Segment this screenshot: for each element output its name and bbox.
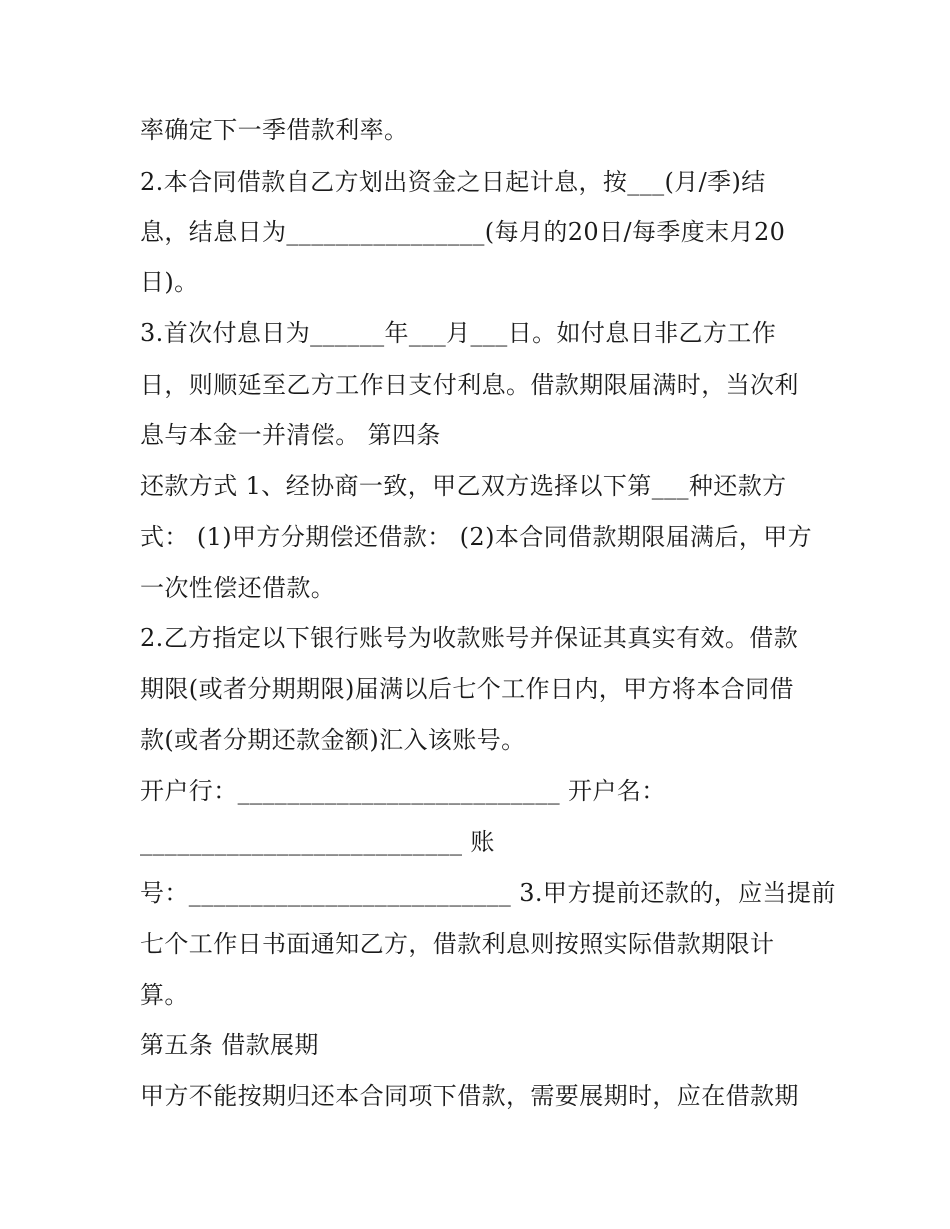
section-heading: 第五条 借款展期 (140, 1031, 319, 1059)
text-line: 开户行：__________________________ 开户名： (140, 777, 666, 805)
text-line: 2.乙方指定以下银行账号为收款账号并保证其真实有效。借款 (140, 624, 799, 652)
text-line: 式： (1)甲方分期偿还借款： (2)本合同借款期限届满后，甲方 (140, 523, 813, 551)
text-line: 期限(或者分期期限)届满以后七个工作日内，甲方将本合同借 (140, 675, 794, 703)
text-line: 七个工作日书面通知乙方，借款利息则按照实际借款期限计 (140, 930, 775, 958)
text-line: 算。 (140, 981, 189, 1009)
text-line: 2.本合同借款自乙方划出资金之日起计息，按___(月/季)结 (140, 168, 766, 196)
text-line: __________________________ 账 (140, 828, 495, 856)
text-line: 息，结息日为________________(每月的20日/每季度末月20 (140, 218, 786, 246)
text-line: 日，则顺延至乙方工作日支付利息。借款期限届满时，当次利 (140, 371, 799, 399)
text-line: 息与本金一并清偿。 第四条 (140, 421, 441, 449)
text-line: 甲方不能按期归还本合同项下借款，需要展期时，应在借款期 (140, 1082, 799, 1110)
text-line: 还款方式 1、经协商一致，甲乙双方选择以下第___种还款方 (140, 472, 787, 500)
text-line: 率确定下一季借款利率。 (140, 116, 409, 144)
text-line: 一次性偿还借款。 (140, 574, 336, 602)
text-line: 3.首次付息日为______年___月___日。如付息日非乙方工作 (140, 319, 777, 347)
text-line: 日)。 (140, 268, 199, 296)
text-line: 款(或者分期还款金额)汇入该账号。 (140, 726, 526, 754)
text-line: 号：__________________________ 3.甲方提前还款的，应当提前 (140, 879, 836, 907)
